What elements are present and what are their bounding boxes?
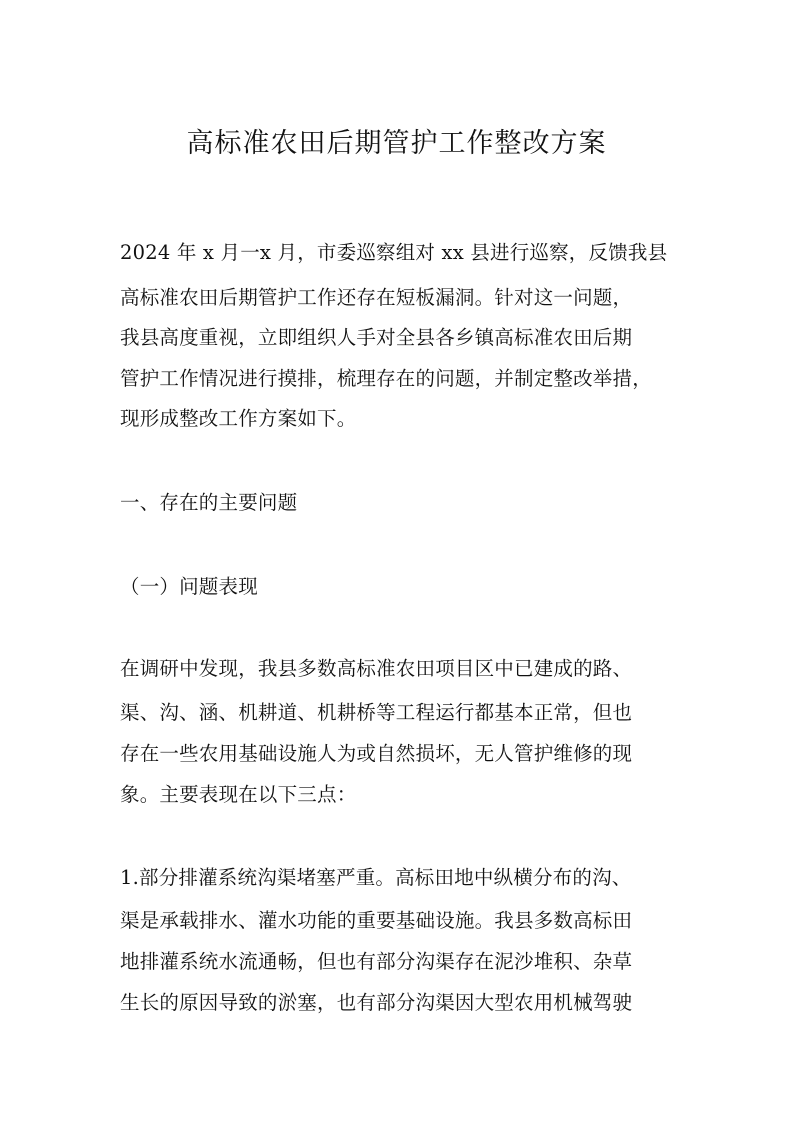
paragraph-2-line-3: 存在一些农用基础设施人为或自然损坏，无人管护维修的现 [120, 742, 633, 765]
subsection-heading: （一）问题表现 [120, 575, 258, 598]
intro-line-5: 现形成整改工作方案如下。 [120, 407, 357, 430]
paragraph-2-line-4: 象。主要表现在以下三点： [120, 783, 357, 806]
paragraph-3-line-1: 1.部分排灌系统沟渠堵塞严重。高标田地中纵横分布的沟、 [120, 866, 632, 889]
intro-line-4: 管护工作情况进行摸排，梳理存在的问题，并制定整改举措， [120, 367, 652, 390]
paragraph-3-line-4: 生长的原因导致的淤塞，也有部分沟渠因大型农用机械驾驶 [120, 991, 633, 1014]
intro-line-3: 我县高度重视，立即组织人手对全县各乡镇高标准农田后期 [120, 326, 633, 349]
intro-line-1: 2024 年 x 月一x 月，市委巡察组对 xx 县进行巡察，反馈我县 [120, 241, 668, 264]
intro-line-2: 高标准农田后期管护工作还存在短板漏洞。针对这一问题， [120, 286, 633, 309]
paragraph-3-line-2: 渠是承载排水、灌水功能的重要基础设施。我县多数高标田 [120, 909, 633, 932]
section-heading: 一、存在的主要问题 [120, 491, 298, 514]
paragraph-3-line-3: 地排灌系统水流通畅，但也有部分沟渠存在泥沙堆积、杂草 [120, 950, 633, 973]
paragraph-2-line-1: 在调研中发现，我县多数高标准农田项目区中已建成的路、 [120, 657, 633, 680]
paragraph-2-line-2: 渠、沟、涵、机耕道、机耕桥等工程运行都基本正常，但也 [120, 701, 633, 724]
document-title: 高标准农田后期管护工作整改方案 [186, 128, 607, 159]
